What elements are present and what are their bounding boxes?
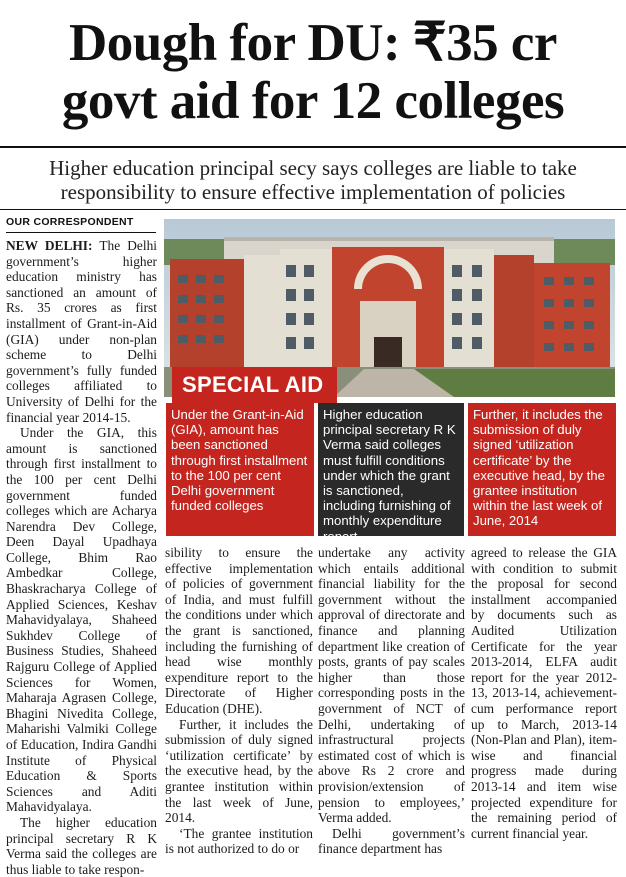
pullquote-box-2: Higher education principal secretary R K Verma said colleges must fulfill conditions under which the grant is sanctioned, including furnishing of monthly expenditure report: [318, 403, 464, 536]
deck-divider: [0, 209, 626, 210]
col1-paragraph-2: Under the GIA, this amount is sanctioned through first installment to the 100 per cent Delhi government funded colleges which are Acharya Narendra Dev College, Deen Dayal Upadhaya College, Bhim Rao Ambedkar College, Bhaskracharya College of Applied Sciences, Keshav Mahavidyalaya, Shaheed Sukhdev College of Business Studies, Shaheed Rajguru College of Applied Sciences for Women, Maharaja Agrasen College, Bhagini Nivedita College, Maharishi Valmiki College of Education, Indira Gandhi Institute of Physical Education & Sports Sciences and Aditi Mahavidyalaya.: [6, 425, 157, 815]
deck-line-2: responsibility to ensure effective implementation of policies: [60, 180, 566, 204]
col1-paragraph-1: The Delhi government’s higher education ministry has sanctioned an amount of Rs. 35 crores as first installment of Grant-in-Aid (GIA) under non-plan scheme to Delhi government’s fully funded colleges affiliated to University of Delhi for the financial year 2014-15.: [6, 238, 157, 425]
deck: [0, 156, 626, 204]
pullquote-box-3: Further, it includes the submission of duly signed ‘utilization certificate’ by the executive head, by the grantee institution within the last week of June, 2014: [468, 403, 616, 536]
col2-paragraph-2: Further, it includes the submission of duly signed ‘utilization certificate’ by the executive head, by the grantee institution within the last week of June, 2014.: [165, 716, 313, 826]
headline-divider: [0, 146, 626, 148]
col2-paragraph-1: sibility to ensure the effective implementation of policies of government of India, and must fulfill the conditions under which the grant is sanctioned, including the furnishing of head wise monthly expenditure report to the Directorate of Higher Education (DHE).: [165, 545, 313, 716]
col2-paragraph-3: ‘The grantee institution is not authorized to do or: [165, 825, 313, 857]
pullquote-box-1: Under the Grant-in-Aid (GIA), amount has been sanctioned through first installment to the 100 per cent Delhi government funded colleges: [166, 403, 314, 536]
col3-paragraph-2: Delhi government’s finance department has: [318, 825, 465, 857]
article-column-2: [165, 545, 313, 857]
article-column-1: [6, 238, 157, 877]
col3-paragraph-1: undertake any activity which entails additional financial liability for the government without the approval of directorate and finance and planning department like creation of posts, grants of pay scales higher than those corresponding posts in the government of NCT of Delhi, undertaking of infrastructural projects estimated cost of which is above Rs 2 crore and provision/extension of pension to employees,’ Verma added.: [318, 545, 465, 826]
byline: OUR CORRESPONDENT: [6, 216, 134, 228]
special-aid-label: SPECIAL AID: [172, 367, 337, 403]
headline: [0, 14, 626, 130]
article-column-3: [318, 545, 465, 857]
dateline: NEW DELHI:: [6, 238, 93, 253]
byline-underline: [6, 232, 156, 233]
deck-line-1: Higher education principal secy says colleges are liable to take: [49, 156, 577, 180]
headline-line-2: govt aid for 12 colleges: [61, 72, 565, 130]
headline-line-1: Dough for DU: ₹35 cr: [69, 14, 557, 72]
col1-paragraph-3: The higher education principal secretary R K Verma said the colleges are thus liable to take respon-: [6, 814, 157, 877]
article-column-4: [471, 545, 617, 842]
col4-paragraph-1: agreed to release the GIA with condition to submit the proposal for second installment accompanied by documents such as Audited Utilization Certificate for the year 2013-2014, ELFA audit report for the year 2012-13, 2013-14, achievement-cum performance report up to March, 2013-14 (Non-Plan and Plan), item-wise and financial progress made during 2013-14 and item wise projected expenditure for the remaining period of current financial year.: [471, 545, 617, 841]
